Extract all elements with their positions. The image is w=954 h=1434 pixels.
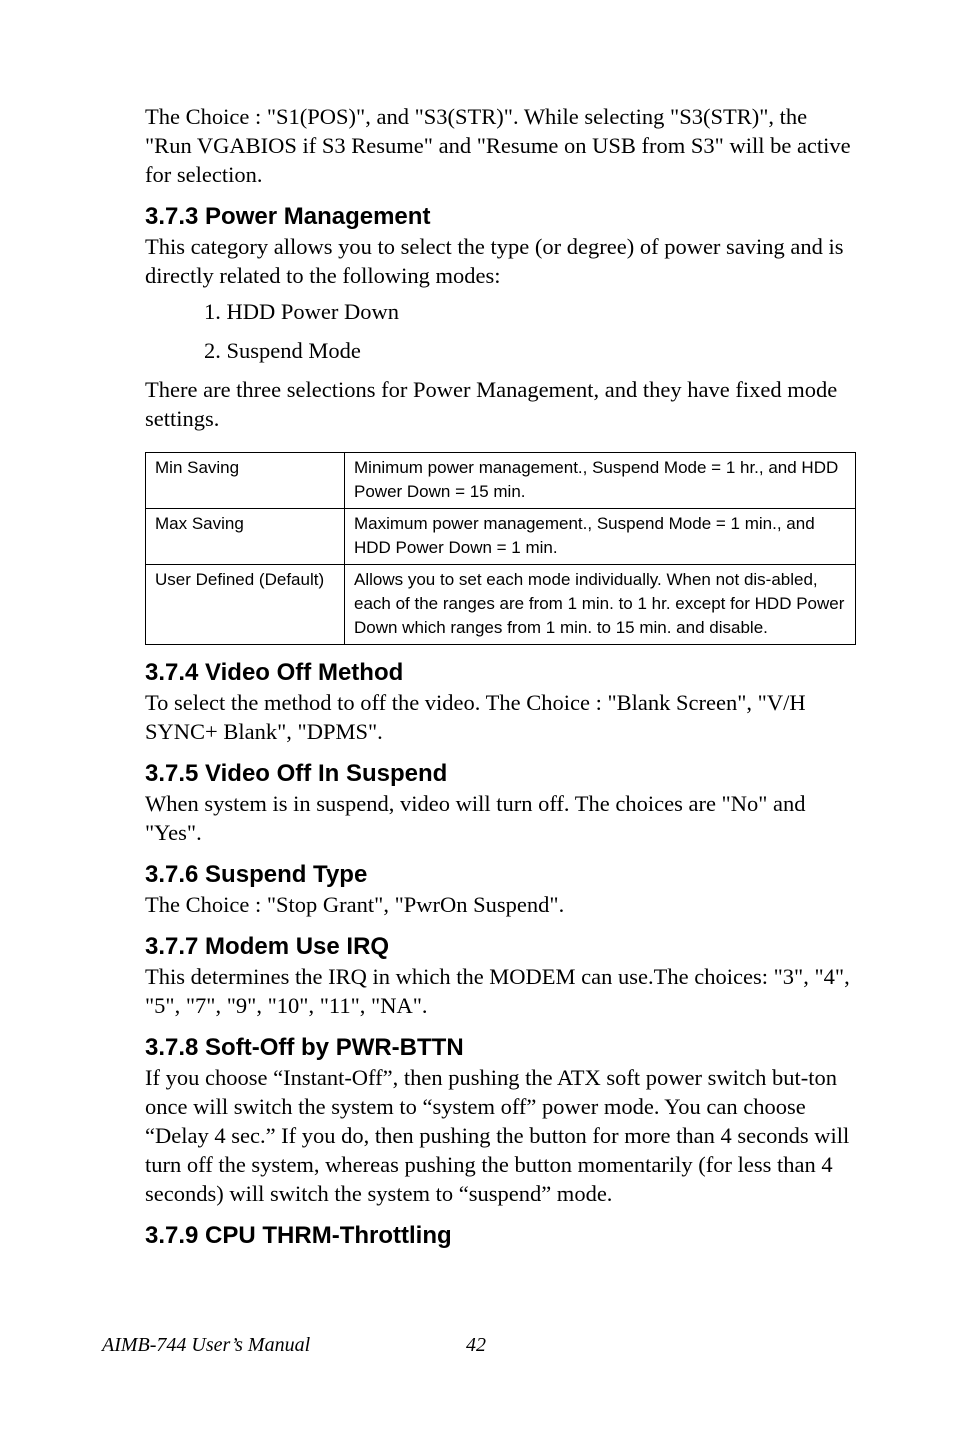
table-row [146, 565, 856, 645]
table-row [146, 509, 856, 565]
section-heading-modem-use-irq: 3.7.7 Modem Use IRQ [145, 933, 390, 960]
power-modes-list [145, 297, 857, 365]
suspend-type-text: The Choice : "Stop Grant", "PwrOn Suspend". [145, 892, 565, 917]
list-item: 1. HDD Power Down [204, 299, 399, 324]
power-management-table [145, 452, 856, 645]
section-heading-video-off-method: 3.7.4 Video Off Method [145, 659, 404, 686]
table-cell-mode: Max Saving [146, 509, 345, 565]
power-management-text: This category allows you to select the type (or degree) of power saving and is directly related to the following modes: [145, 234, 844, 288]
document-body [145, 102, 857, 1251]
video-off-in-suspend-text: When system is in suspend, video will turn off. The choices are "No" and "Yes". [145, 791, 806, 845]
soft-off-text: If you choose “Instant-Off”, then pushing the ATX soft power switch but-ton once will switch the system to “system off” power mode. You can choose “Delay 4 sec.” If you do, then pushing the button for more than 4 seconds will turn off the system, whereas pushing the button momentarily (for less than 4 seconds) will switch the system to “suspend” mode. [145, 1065, 850, 1206]
section-heading-video-off-in-suspend: 3.7.5 Video Off In Suspend [145, 760, 448, 787]
section-heading-suspend-type: 3.7.6 Suspend Type [145, 861, 368, 888]
modem-use-irq-text: This determines the IRQ in which the MODEM can use.The choices: "3", "4", "5", "7", "9", "10", "11", "NA". [145, 964, 850, 1018]
list-item: 2. Suspend Mode [204, 338, 361, 363]
power-management-text-2: There are three selections for Power Management, and they have fixed mode settings. [145, 377, 838, 431]
page-number: 42 [466, 1334, 486, 1356]
table-cell-description: Maximum power management., Suspend Mode = 1 min., and HDD Power Down = 1 min. [345, 509, 856, 565]
video-off-method-text: To select the method to off the video. The Choice : "Blank Screen", "V/H SYNC+ Blank", "DPMS". [145, 690, 806, 744]
section-heading-soft-off: 3.7.8 Soft-Off by PWR-BTTN [145, 1034, 464, 1061]
section-heading-power-management: 3.7.3 Power Management [145, 203, 431, 230]
section-heading-cpu-thrm: 3.7.9 CPU THRM-Throttling [145, 1222, 452, 1249]
table-cell-description: Minimum power management., Suspend Mode = 1 hr., and HDD Power Down = 15 min. [345, 453, 856, 509]
table-row [146, 453, 856, 509]
table-cell-mode: User Defined (Default) [146, 565, 345, 645]
footer-manual-title: AIMB-744 User’s Manual [102, 1334, 311, 1356]
table-cell-description: Allows you to set each mode individually. When not dis-abled, each of the ranges are from 1 min. to 1 hr. except for HDD Power Down which ranges from 1 min. to 15 min. and disable. [345, 565, 856, 645]
intro-paragraph: The Choice : "S1(POS)", and "S3(STR)". While selecting "S3(STR)", the "Run VGABIOS if S3 Resume" and "Resume on USB from S3" will be active for selection. [145, 104, 851, 187]
table-cell-mode: Min Saving [146, 453, 345, 509]
